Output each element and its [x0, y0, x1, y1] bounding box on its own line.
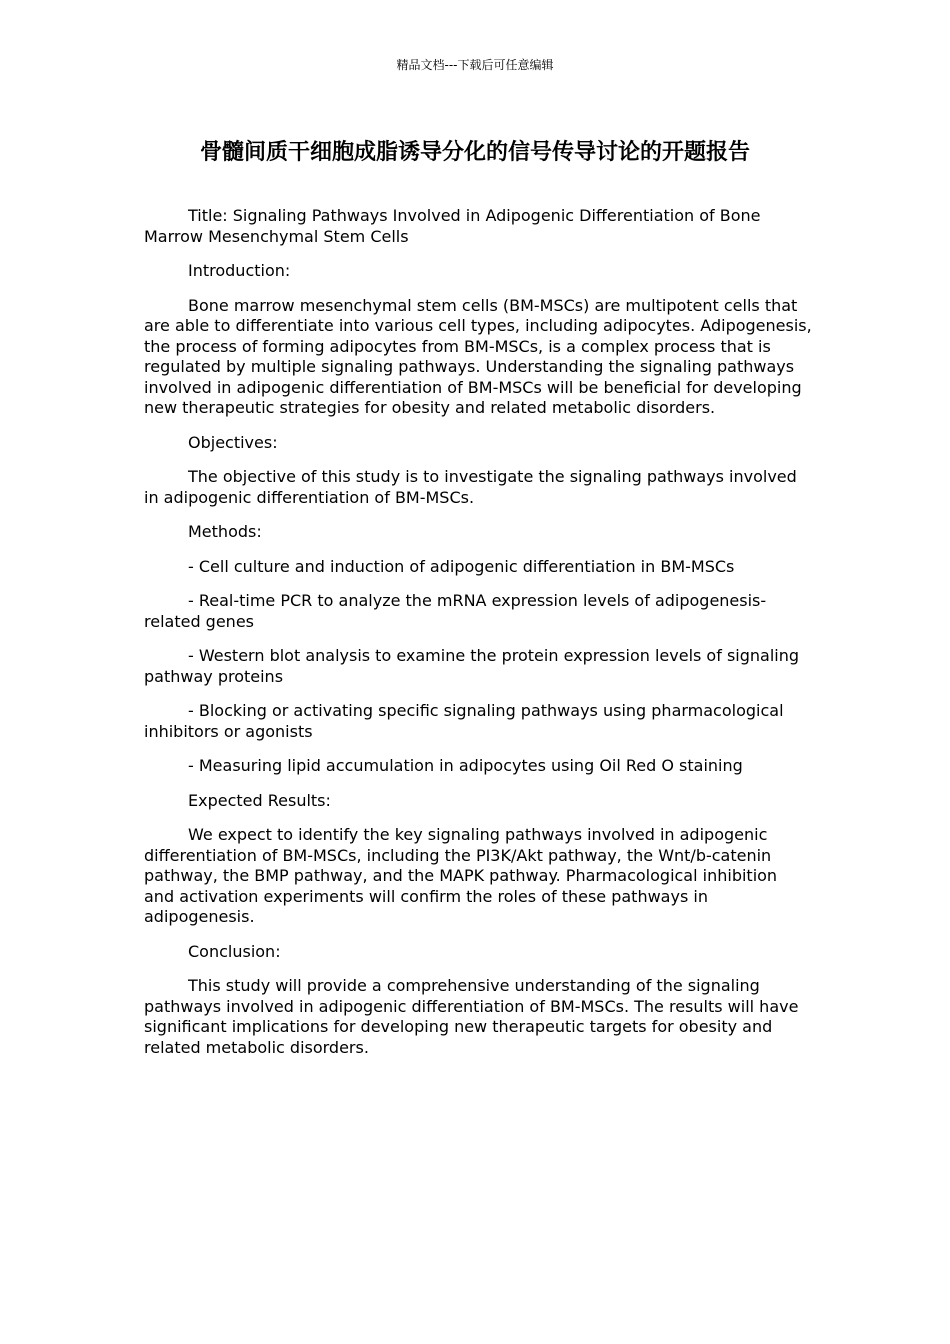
- heading-methods: Methods:: [188, 522, 262, 541]
- heading-objectives: Objectives:: [188, 432, 278, 452]
- header-note: 精品文档---下载后可任意编辑: [396, 58, 554, 72]
- method-item: - Measuring lipid accumulation in adipocytes using Oil Red O staining: [188, 756, 743, 775]
- method-item: - Western blot analysis to examine the protein expression levels of signaling pathway proteins: [144, 646, 800, 686]
- method-item: - Real-time PCR to analyze the mRNA expression levels of adipogenesis-related genes: [144, 591, 767, 631]
- paragraph-introduction: Bone marrow mesenchymal stem cells (BM-MSCs) are multipotent cells that are able to differentiate into various cell types, including adipocytes. Adipogenesis, the process of forming adipocytes from BM-MSCs, is a complex process that is regulated by multiple signaling pathways. Understanding the signaling pathways involved in adipogenic differentiation of BM-MSCs will be beneficial for developing new therapeutic strategies for obesity and related metabolic disorders.: [144, 295, 812, 417]
- document-body: [144, 206, 812, 1072]
- paragraph-expected-results: We expect to identify the key signaling pathways involved in adipogenic differentiation of BM-MSCs, including the PI3K/Akt pathway, the Wnt/b-catenin pathway, the BMP pathway, and the MAPK pathway. Pharmacological inhibition and activation experiments will confirm the roles of these pathways in adipogenesis.: [144, 825, 778, 926]
- heading-introduction: Introduction:: [188, 261, 291, 280]
- method-item: - Cell culture and induction of adipogenic differentiation in BM-MSCs: [188, 556, 735, 576]
- paragraph-conclusion: This study will provide a comprehensive understanding of the signaling pathways involved in adipogenic differentiation of BM-MSCs. The results will have significant implications for developing new therapeutic targets for obesity and related metabolic disorders.: [144, 976, 799, 1057]
- heading-expected-results: Expected Results:: [188, 790, 331, 810]
- paragraph-objectives: The objective of this study is to investigate the signaling pathways involved in adipogenic differentiation of BM-MSCs.: [144, 467, 797, 507]
- heading-conclusion: Conclusion:: [188, 941, 281, 961]
- document-title: 骨髓间质干细胞成脂诱导分化的信号传导讨论的开题报告: [199, 140, 750, 165]
- paragraph-title-line: Title: Signaling Pathways Involved in Adipogenic Differentiation of Bone Marrow Mesenchymal Stem Cells: [144, 206, 761, 246]
- method-item: - Blocking or activating specific signaling pathways using pharmacological inhibitors or agonists: [144, 701, 784, 741]
